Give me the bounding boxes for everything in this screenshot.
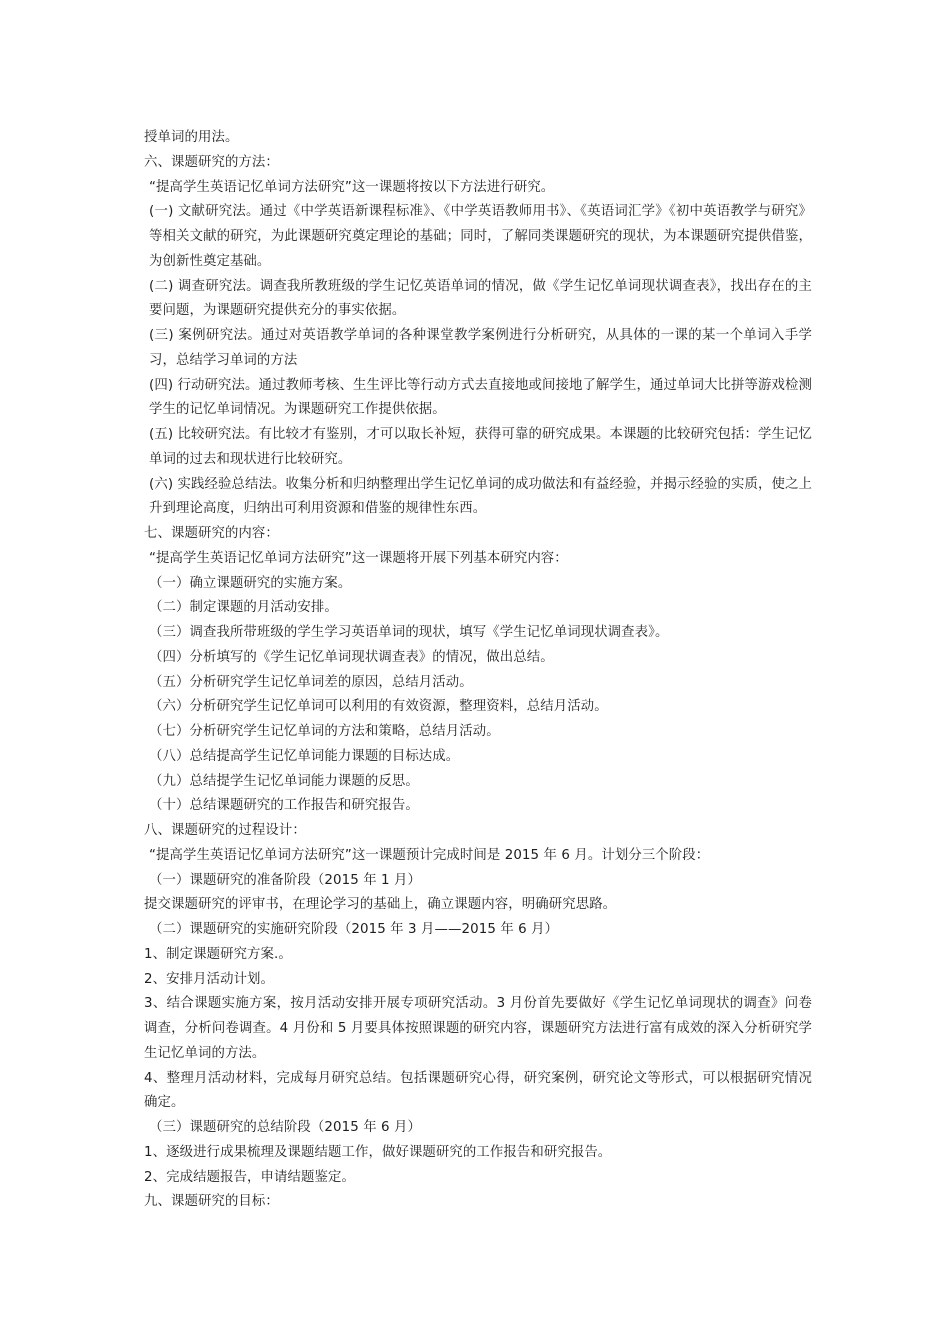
numbered-item: 2、完成结题报告，申请结题鉴定。 [144,1169,355,1185]
method-item: (二) 调查研究法。调查我所教班级的学生记忆英语单词的情况，做《学生记忆单词现状调查表》，找出存在的主要问题，为课题研究提供充分的事实依据。 [149,278,812,319]
stage-heading: （二）课题研究的实施研究阶段（2015 年 3 月——2015 年 6 月） [149,922,559,937]
numbered-item: 1、逐级进行成果梳理及课题结题工作，做好课题研究的工作报告和研究报告。 [144,1144,612,1160]
paragraph: “提高学生英语记忆单词方法研究”这一课题将开展下列基本研究内容： [149,550,568,566]
stage-heading: （三）课题研究的总结阶段（2015 年 6 月） [149,1120,422,1135]
method-item: (六) 实践经验总结法。收集分析和归纳整理出学生记忆单词的成功做法和有益经验，并揭示经验的实质，使之上升到理论高度，归纳出可利用资源和借鉴的规律性东西。 [149,476,812,517]
numbered-item: 2、安排月活动计划。 [144,971,275,987]
paragraph: “提高学生英语记忆单词方法研究”这一课题将按以下方法进行研究。 [149,179,555,195]
stage-heading: （一）课题研究的准备阶段（2015 年 1 月） [149,872,422,888]
paragraph: “提高学生英语记忆单词方法研究”这一课题预计完成时间是 2015 年 6 月。计划分三个阶段： [149,847,710,863]
section-heading-7: 七、课题研究的内容： [144,526,279,541]
method-item: (五) 比较研究法。有比较才有鉴别，才可以取长补短，获得可靠的研究成果。本课题的比较研究包括：学生记忆单词的过去和现状进行比较研究。 [149,427,812,467]
content-item: （四）分析填写的《学生记忆单词现状调查表》的情况，做出总结。 [149,649,554,665]
content-item: （六）分析研究学生记忆单词可以利用的有效资源，整理资料，总结月活动。 [149,699,608,715]
content-item: （八）总结提高学生记忆单词能力课题的目标达成。 [149,748,460,764]
section-heading-9: 九、课题研究的目标： [144,1194,279,1210]
document-page [144,126,812,1215]
section-heading-8: 八、课题研究的过程设计： [144,823,306,838]
content-item: （二）制定课题的月活动安排。 [149,600,338,616]
paragraph: 提交课题研究的评审书，在理论学习的基础上，确立课题内容，明确研究思路。 [144,897,617,913]
content-item: （一）确立课题研究的实施方案。 [149,575,352,591]
method-item: (三) 案例研究法。通过对英语教学单词的各种课堂教学案例进行分析研究，从具体的一课的某一个单词入手学习，总结学习单词的方法 [149,328,812,368]
paragraph: 授单词的用法。 [144,130,239,145]
content-item: （七）分析研究学生记忆单词的方法和策略，总结月活动。 [149,724,500,739]
content-item: （三）调查我所带班级的学生学习英语单词的现状，填写《学生记忆单词现状调查表》。 [149,625,669,640]
numbered-item: 3、结合课题实施方案，按月活动安排开展专项研究活动。3 月份首先要做好《学生记忆单词现状的调查》问卷调查，分析问卷调查。4 月份和 5 月要具体按照课题的研究内容，课题研究方法进行富有成效的深入分析研究学生记忆单词的方法。 [144,996,812,1061]
method-item: (一) 文献研究法。通过《中学英语新课程标准》、《中学英语教师用书》、《英语词汇学》《初中英语教学与研究》等相关文献的研究，为此课题研究奠定理论的基础；同时，了解同类课题研究的现状，为本课题研究提供借鉴，为创新性奠定基础。 [149,204,812,269]
numbered-item: 4、整理月活动材料，完成每月研究总结。包括课题研究心得，研究案例，研究论文等形式，可以根据研究情况确定。 [144,1070,812,1111]
section-heading-6: 六、课题研究的方法： [144,154,279,170]
content-item: （九）总结提学生记忆单词能力课题的反思。 [149,773,419,789]
content-item: （五）分析研究学生记忆单词差的原因，总结月活动。 [149,674,473,690]
method-item: (四) 行动研究法。通过教师考核、生生评比等行动方式去直接地或间接地了解学生，通过单词大比拼等游戏检测学生的记忆单词情况。为课题研究工作提供依据。 [149,377,812,418]
numbered-item: 1、制定课题研究方案.。 [144,946,292,962]
content-item: （十）总结课题研究的工作报告和研究报告。 [149,798,419,814]
